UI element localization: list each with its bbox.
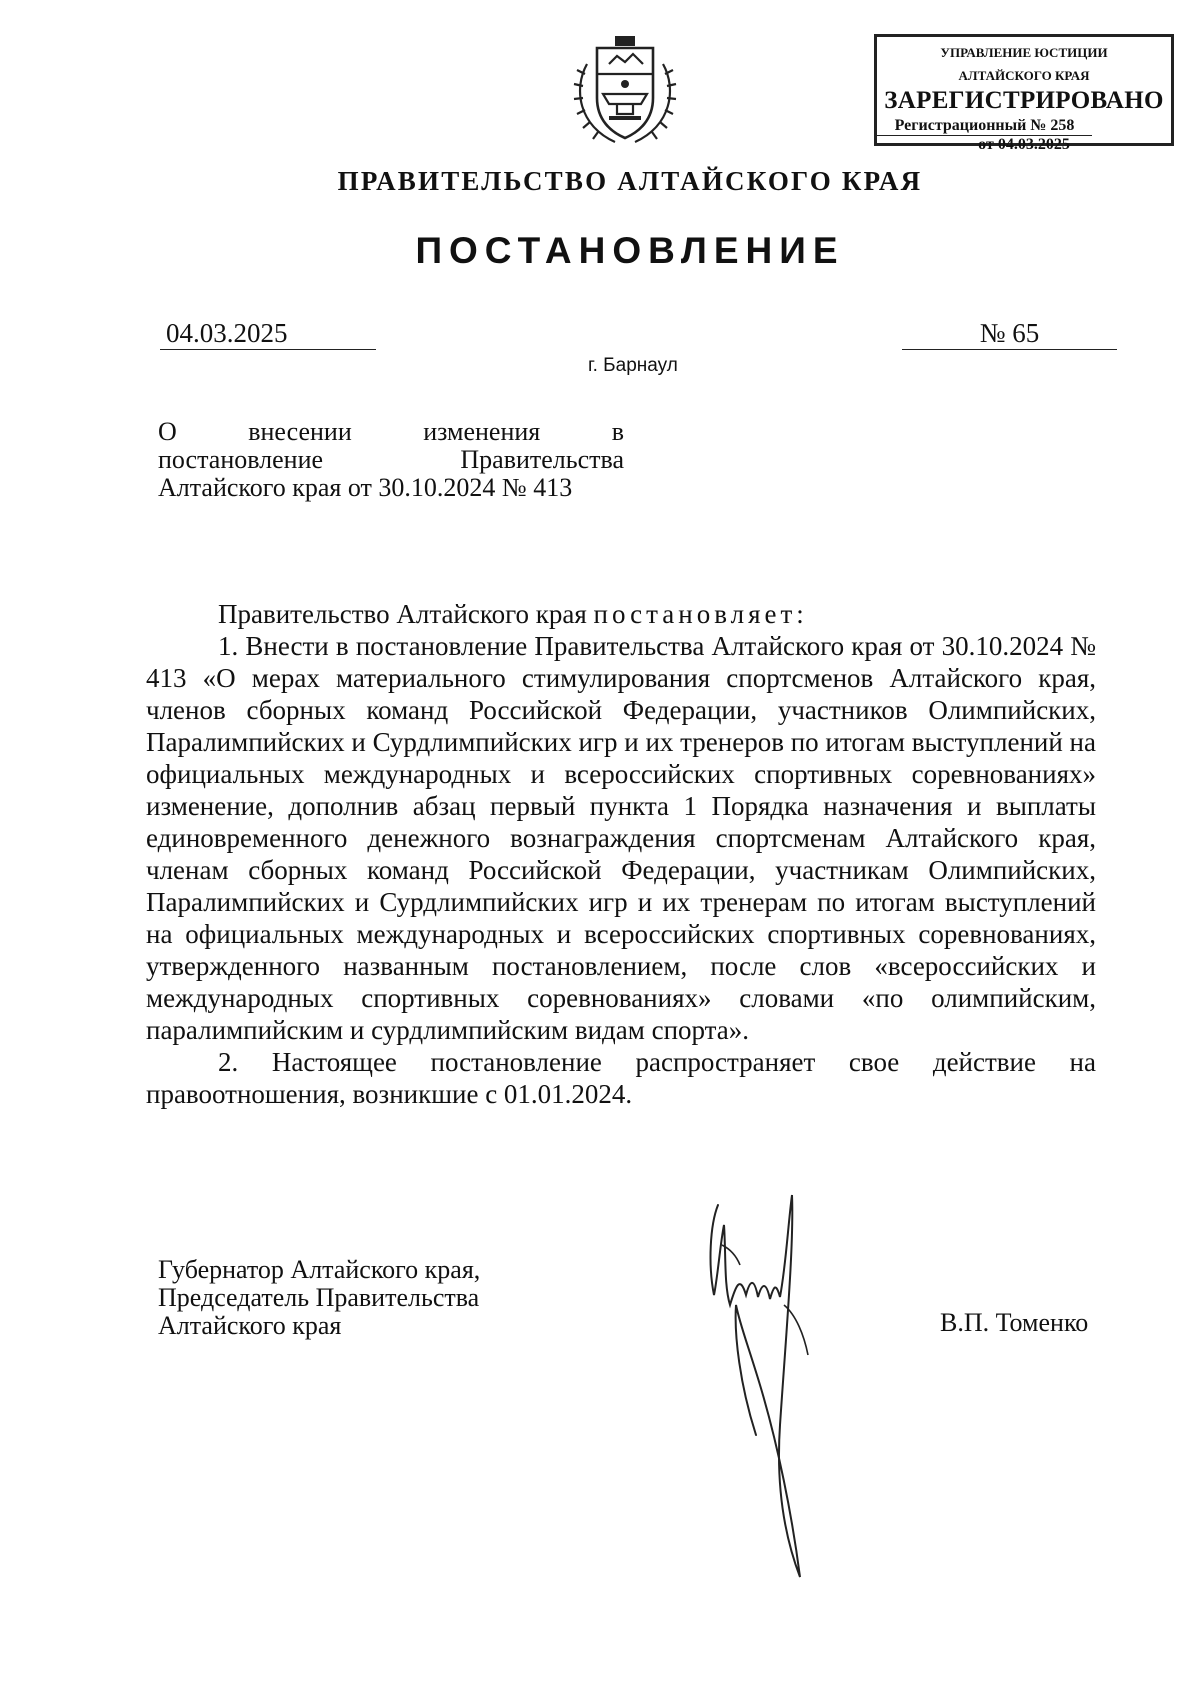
government-title: ПРАВИТЕЛЬСТВО АЛТАЙСКОГО КРАЯ: [337, 166, 923, 196]
document-body: [146, 598, 1096, 1110]
signatory-line: Алтайского края: [158, 1311, 342, 1340]
handwritten-signature: [700, 1185, 840, 1585]
signatory-name: В.П. Томенко: [940, 1308, 1089, 1337]
signatory-line: Губернатор Алтайского края,: [158, 1255, 481, 1284]
intro-prefix: Правительство Алтайского края: [218, 599, 594, 629]
stamp-reg-number: Регистрационный № 258: [877, 117, 1092, 136]
subject-line: Алтайского края от 30.10.2024 № 413: [158, 473, 573, 502]
stamp-reg-date: от 04.03.2025: [978, 136, 1070, 153]
paragraph-1: 1. Внести в постановление Правительства Алтайского края от 30.10.2024 № 413 «О мерах материального стимулирования спортсменов Алтайского края, членов сборных команд Российской Федерации, участников Олимпийских, Паралимпийских и Сурдлимпийских игр и их тренеров по итогам выступлений на официальных международных и всероссийских спортивных соревнованиях» изменение, дополнив абзац первый пункта 1 Порядка назначения и выплаты единовременного денежного вознаграждения спортсменам Алтайского края, членам сборных команд Российской Федерации, участникам Олимпийских, Паралимпийских и Сурдлимпийских игр и их тренерам по итогам выступлений на официальных международных и всероссийских спортивных соревнованиях, утвержденного названным постановлением, после слов «всероссийских и международных спортивных соревнованиях» словами «по олимпийским, паралимпийским и сурдлимпийским видам спорта».: [146, 631, 1096, 1045]
document-type: ПОСТАНОВЛЕНИЕ: [415, 230, 845, 271]
signatory-title: [158, 1256, 480, 1340]
document-number: № 65: [902, 318, 1117, 350]
intro-verb: постановляет: [593, 599, 797, 629]
document-subject: [158, 418, 624, 502]
document-city: г. Барнаул: [588, 355, 678, 376]
registration-stamp: [874, 34, 1174, 153]
stamp-org-line1: УПРАВЛЕНИЕ ЮСТИЦИИ: [940, 45, 1108, 60]
stamp-org-line2: АЛТАЙСКОГО КРАЯ: [958, 68, 1090, 83]
signatory-line: Председатель Правительства: [158, 1283, 480, 1312]
paragraph-2: 2. Настоящее постановление распространяет свое действие на правоотношения, возникшие с 01.01.2024.: [146, 1047, 1096, 1109]
intro-paragraph: [146, 598, 1096, 630]
intro-suffix: :: [796, 599, 804, 629]
stamp-status: ЗАРЕГИСТРИРОВАНО: [884, 87, 1164, 114]
coat-of-arms-emblem: [565, 34, 685, 152]
subject-line: постановление Правительства: [158, 445, 624, 474]
document-date: 04.03.2025: [160, 318, 376, 350]
subject-line: О внесении изменения в: [158, 417, 624, 446]
